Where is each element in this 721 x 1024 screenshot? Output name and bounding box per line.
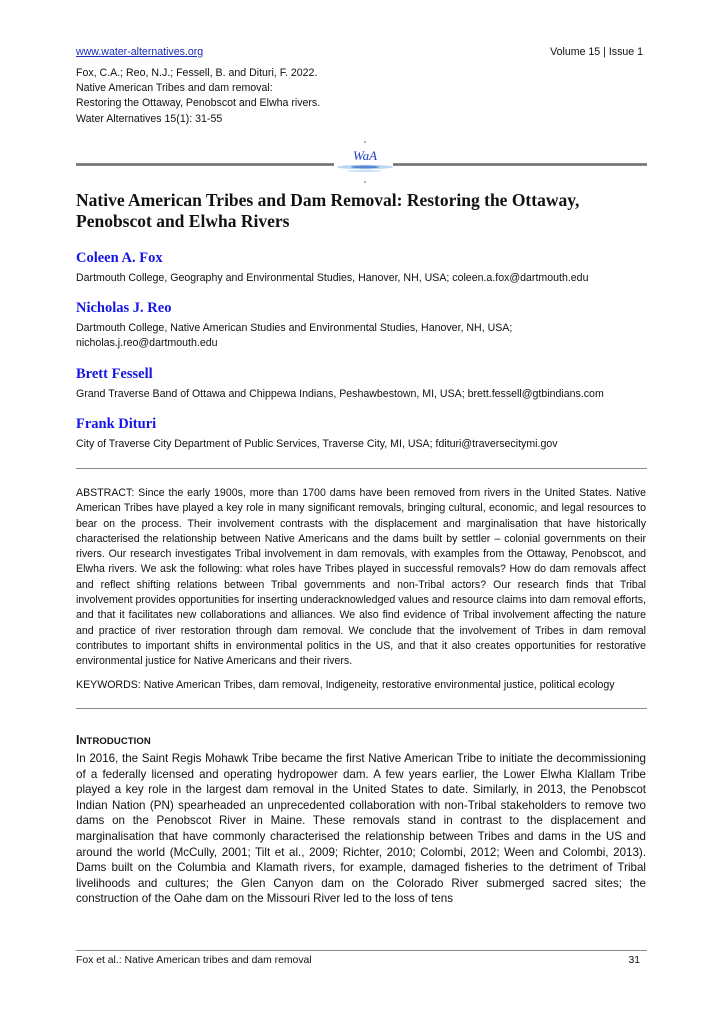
author-email: nicholas.j.reo@dartmouth.edu [76, 337, 218, 349]
header-divider-right [393, 163, 647, 166]
author-name: Nicholas J. Reo [76, 300, 172, 316]
author-block [76, 300, 171, 317]
keywords: KEYWORDS: Native American Tribes, dam removal, Indigeneity, restorative environmental justice, political ecology [76, 679, 615, 691]
citation-line: Native American Tribes and dam removal: [76, 82, 273, 95]
author-block [76, 416, 156, 433]
author-block [76, 250, 163, 267]
water-alternatives-logo-icon [332, 138, 398, 188]
citation-line: Restoring the Ottaway, Penobscot and Elwha rivers. [76, 97, 321, 110]
heading-initial: I [76, 733, 80, 747]
volume-issue: Volume 15 | Issue 1 [550, 46, 643, 58]
journal-website-link[interactable]: www.water-alternatives.org [76, 46, 204, 58]
page-number: 31 [628, 955, 640, 966]
author-name: Brett Fessell [76, 366, 153, 382]
divider [76, 468, 647, 469]
author-name: Frank Dituri [76, 416, 157, 432]
author-affiliation: Dartmouth College, Geography and Environmental Studies, Hanover, NH, USA; coleen.a.fox@dartmouth.edu [76, 272, 589, 284]
citation-block [76, 66, 320, 127]
section-heading-introduction [76, 733, 151, 747]
author-block [76, 366, 153, 383]
divider [76, 708, 647, 709]
header-divider-left [76, 163, 334, 166]
logo-text: WaA [352, 148, 378, 163]
citation-line: Water Alternatives 15(1): 31-55 [76, 112, 223, 125]
citation-line: Fox, C.A.; Reo, N.J.; Fessell, B. and Dituri, F. 2022. [76, 67, 318, 79]
article-title: Native American Tribes and Dam Removal: Restoring the Ottaway, Penobscot and Elwha Rivers [76, 190, 580, 231]
heading-rest: NTRODUCTION [79, 736, 151, 747]
author-affiliation: Grand Traverse Band of Ottawa and Chippewa Indians, Peshawbestown, MI, USA; brett.fessell@gtbindians.com [76, 388, 604, 400]
running-title: Fox et al.: Native American tribes and dam removal [76, 955, 312, 966]
author-affiliation: Dartmouth College, Native American Studies and Environmental Studies, Hanover, NH, USA; [76, 322, 513, 334]
author-affiliation: City of Traverse City Department of Public Services, Traverse City, MI, USA; fdituri@traversecitymi.gov [76, 438, 558, 450]
abstract: ABSTRACT: Since the early 1900s, more than 1700 dams have been removed from rivers in the United States. Native American Tribes have played a key role in many significant removals, bringing cultural, economic, and legal resources to bear on the process. Their involvement contrasts with the displacement and marginalisation that have historically characterised the relationship between Native Americans and the dams built by settler – colonial governments on their rivers. Our research investigates Tribal involvement in dam removals, with examples from the Ottaway, Penobscot, and Elwha rivers. We ask the following: what roles have Tribes played in successful removals? How do dam removals affect and reflect shifting relations between Tribal governments and non-Tribal actors? Our research finds that Tribal involvement provides opportunities for inserting underacknowledged values and resource claims into dam removal efforts, and that it facilitates new collaborations and alliances. We also find evidence of Tribal involvement affecting the nature and practice of river restoration through dam removal. We conclude that the involvement of Tribes in dam removal contributes to important shifts in environmental politics in the US, and that it also creates opportunities for restorative environmental justice for Native Americans and their rivers. [76, 487, 646, 668]
footer-divider [76, 950, 647, 951]
introduction-paragraph: In 2016, the Saint Regis Mohawk Tribe became the first Native American Tribe to initiate the decommissioning of a federally licensed and operating hydropower dam. A few years earlier, the Lower Elwha Klallam Tribe played a key role in the largest dam removal in the United States to date. Similarly, in 2013, the Penobscot Indian Nation (PN) spearheaded an unprecedented collaboration with non-Tribal stakeholders to remove two dams on the Penobscot River in Maine. These removals stand in contrast to the displacement and marginalisation that have commonly characterised the relationship between Tribes and dams in the US and around the world (McCully, 2001; Tilt et al., 2009; Richter, 2010; Colombi, 2012; Ween and Colombi, 2013). Dams built on the Columbia and Klamath rivers, for example, damaged fisheries to the detriment of Tribal livelihoods and cultures; the Glen Canyon dam on the Colorado River submerged sacred sites; the construction of the Oahe dam on the Missouri River led to the loss of tens [76, 752, 646, 906]
author-name: Coleen A. Fox [76, 250, 163, 266]
